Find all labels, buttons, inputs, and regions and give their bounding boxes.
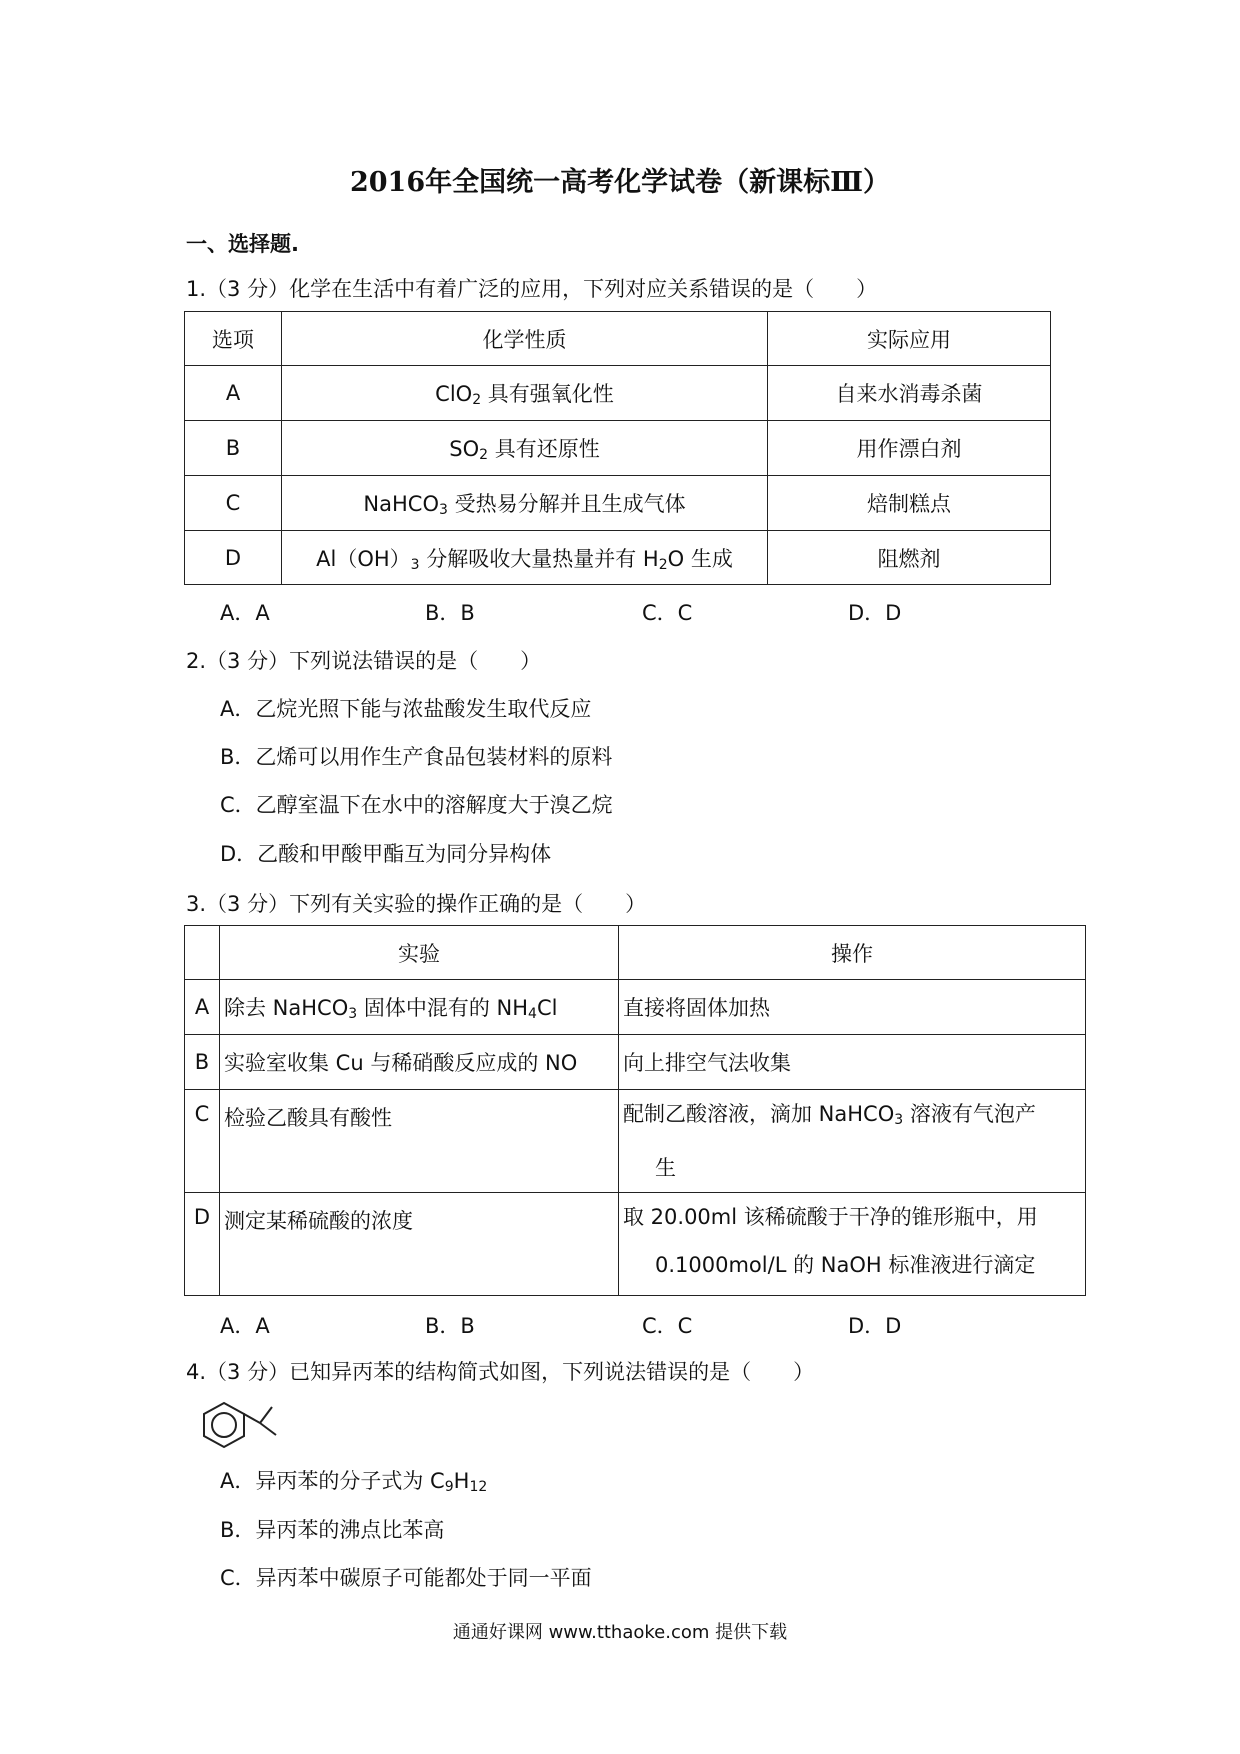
q1-row-property: ClO$_2$ 具有强氧化性 (282, 366, 768, 421)
q3-row-experiment: 检验乙酸具有酸性 (220, 1090, 619, 1193)
q4-stem: 4.（3 分）已知异丙苯的结构简式如图，下列说法错误的是（ ） (186, 1360, 815, 1384)
q3-table-row (185, 1193, 1086, 1296)
q1-table-row (185, 531, 1051, 585)
q1-table-header (185, 312, 1051, 366)
q3-header-experiment: 实验 (220, 926, 619, 980)
q3-row-experiment: 实验室收集 Cu 与稀硝酸反应成的 NO (220, 1035, 619, 1090)
q2-option-a: A．乙烷光照下能与浓盐酸发生取代反应 (220, 697, 592, 721)
q3-row-option: C (185, 1090, 220, 1193)
q1-answer-c: C．C (642, 601, 693, 625)
q3-row-option: B (185, 1035, 220, 1090)
q1-table-row (185, 366, 1051, 421)
q1-row-application: 焙制糕点 (768, 476, 1051, 531)
q2-option-c: C．乙醇室温下在水中的溶解度大于溴乙烷 (220, 793, 613, 817)
q1-row-option: C (185, 476, 282, 531)
q3-answer-a: A．A (220, 1314, 270, 1338)
q1-answer-d: D．D (848, 601, 902, 625)
q2-option-d: D．乙酸和甲酸甲酯互为同分异构体 (220, 842, 552, 866)
q3-table-row (185, 1090, 1086, 1193)
q3-row-operation: 向上排空气法收集 (619, 1035, 1086, 1090)
q3-row-option: D (185, 1193, 220, 1296)
q3-row-experiment: 测定某稀硫酸的浓度 (220, 1193, 619, 1296)
q1-row-application: 用作漂白剂 (768, 421, 1051, 476)
q1-row-application: 自来水消毒杀菌 (768, 366, 1051, 421)
q3-stem: 3.（3 分）下列有关实验的操作正确的是（ ） (186, 892, 647, 916)
q3-answer-b: B．B (425, 1314, 475, 1338)
q3-row-operation: 取 20.00ml 该稀硫酸于干净的锥形瓶中，用 0.1000mol/L 的 NaOH 标准液进行滴定 (619, 1193, 1086, 1296)
q3-answer-d: D．D (848, 1314, 902, 1338)
q3-row-experiment: 除去 NaHCO$_3$ 固体中混有的 $NH_4Cl$ (220, 980, 619, 1035)
q1-stem: 1.（3 分）化学在生活中有着广泛的应用，下列对应关系错误的是（ ） (186, 277, 878, 301)
q4-option-b: B．异丙苯的沸点比苯高 (220, 1518, 445, 1542)
q1-row-application: 阻燃剂 (768, 531, 1051, 585)
q4-option-c: C．异丙苯中碳原子可能都处于同一平面 (220, 1566, 592, 1590)
q3-table (184, 925, 1086, 1296)
q1-table-row (185, 476, 1051, 531)
q3-header-operation: 操作 (619, 926, 1086, 980)
q1-row-option: A (185, 366, 282, 421)
q3-row-operation: 直接将固体加热 (619, 980, 1086, 1035)
q2-option-b: B．乙烯可以用作生产食品包装材料的原料 (220, 745, 613, 769)
page-title: 2016年全国统一高考化学试卷（新课标Ⅲ） (349, 167, 891, 198)
q1-answer-a: A．A (220, 601, 270, 625)
q1-row-option: D (185, 531, 282, 585)
q4-option-a: A．异丙苯的分子式为 $C_9H_{12}$ (220, 1469, 488, 1495)
q3-header-option (185, 926, 220, 980)
footer-text: 通通好课网 www.tthaoke.com 提供下载 (452, 1622, 788, 1643)
q1-row-property: NaHCO$_3$ 受热易分解并且生成气体 (282, 476, 768, 531)
q1-row-property: $SO_2$ 具有还原性 (282, 421, 768, 476)
q2-stem: 2.（3 分）下列说法错误的是（ ） (186, 649, 542, 673)
q3-answer-c: C．C (642, 1314, 693, 1338)
q3-table-row (185, 980, 1086, 1035)
q1-header-application: 实际应用 (768, 312, 1051, 366)
q1-table (184, 311, 1051, 585)
q1-row-option: B (185, 421, 282, 476)
q1-answer-b: B．B (425, 601, 475, 625)
q1-table-row (185, 421, 1051, 476)
isopropylbenzene-structure (192, 1399, 282, 1451)
q3-table-row (185, 1035, 1086, 1090)
q3-row-option: A (185, 980, 220, 1035)
q3-table-header (185, 926, 1086, 980)
q1-header-property: 化学性质 (282, 312, 768, 366)
section-heading: 一、选择题. (186, 232, 299, 256)
q1-header-option: 选项 (185, 312, 282, 366)
q1-row-property: $Al(OH)_3$ 分解吸收大量热量并有 $H_2O$ 生成 (282, 531, 768, 585)
q3-row-operation: 配制乙酸溶液，滴加 NaHCO$_3$ 溶液有气泡产 生 (619, 1090, 1086, 1193)
